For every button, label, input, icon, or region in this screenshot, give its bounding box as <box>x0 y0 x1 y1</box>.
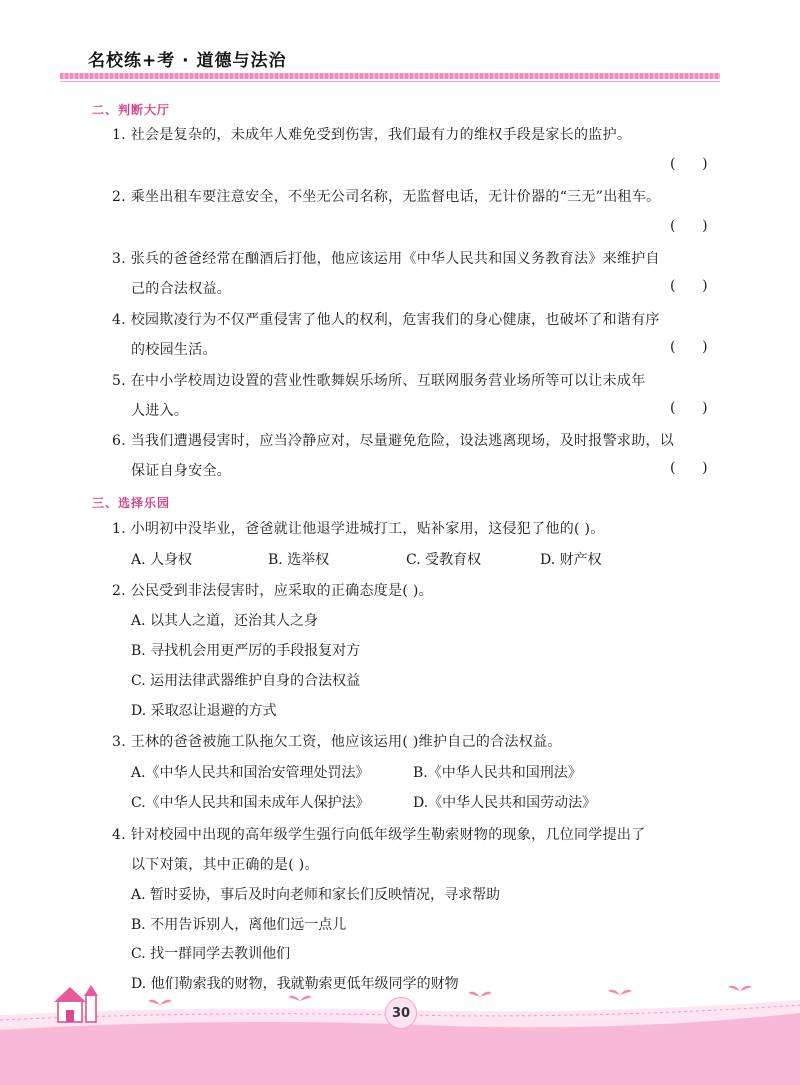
house-icon <box>54 985 98 1022</box>
item-text-line1: 1. 社会是复杂的，未成年人难免受到伤害，我们最有力的维权手段是家长的监护。 <box>112 127 632 143</box>
option-a[interactable]: A. 暂时妥协，事后及时向老师和家长们反映情况，寻求帮助 <box>131 887 501 903</box>
item-text-line2: 人进入。 <box>131 403 189 419</box>
answer-paren[interactable]: ( ) <box>670 460 708 476</box>
answer-paren[interactable]: ( ) <box>670 218 708 234</box>
option-c[interactable]: C. 运用法律武器维护自身的合法权益 <box>131 673 361 689</box>
option-c[interactable]: C. 受教育权 <box>406 552 482 568</box>
option-d[interactable]: D.《中华人民共和国劳动法》 <box>413 795 597 811</box>
option-b[interactable]: B.《中华人民共和国刑法》 <box>413 765 582 781</box>
answer-paren[interactable]: ( ) <box>670 156 708 172</box>
question-stem: 2. 公民受到非法侵害时，应采取的正确态度是( )。 <box>112 583 433 599</box>
item-text-line1: 2. 乘坐出租车要注意安全，不坐无公司名称，无监督电话，无计价器的“三无”出租车。 <box>112 189 661 205</box>
item-text-line1: 4. 校园欺凌行为不仅严重侵害了他人的权利，危害我们的身心健康，也破坏了和谐有序 <box>112 312 660 328</box>
item-text-line1: 6. 当我们遭遇侵害时，应当冷静应对，尽量避免危险，设法逃离现场，及时报警求助，以 <box>112 433 675 449</box>
answer-paren[interactable]: ( ) <box>670 400 708 416</box>
option-a[interactable]: A. 人身权 <box>131 552 193 568</box>
question-stem-line1: 4. 针对校园中出现的高年级学生强行向低年级学生勒索财物的现象，几位同学提出了 <box>112 827 646 843</box>
header-rule <box>60 73 720 79</box>
answer-paren[interactable]: ( ) <box>670 339 708 355</box>
option-b[interactable]: B. 选举权 <box>268 552 330 568</box>
question-stem-line2: 以下对策，其中正确的是( )。 <box>131 857 319 873</box>
item-text-line1: 5. 在中小学校周边设置的营业性歌舞娱乐场所、互联网服务营业场所等可以让未成年 <box>112 373 646 389</box>
option-a[interactable]: A. 以其人之道，还治其人之身 <box>131 613 319 629</box>
option-d[interactable]: D. 他们勒索我的财物，我就勒索更低年级同学的财物 <box>131 976 459 992</box>
header-title: 名校练+考 · 道德与法治 <box>88 51 287 71</box>
option-d[interactable]: D. 财产权 <box>540 552 602 568</box>
question-stem: 3. 王林的爸爸被施工队拖欠工资，他应该运用( )维护自己的合法权益。 <box>112 734 562 750</box>
answer-paren[interactable]: ( ) <box>670 278 708 294</box>
sprout-icons <box>148 986 752 1005</box>
footer-decoration <box>0 975 800 1085</box>
item-text-line2: 己的合法权益。 <box>131 281 232 297</box>
option-b[interactable]: B. 寻找机会用更严厉的手段报复对方 <box>131 643 361 659</box>
question-stem: 1. 小明初中没毕业，爸爸就让他退学进城打工，贴补家用，这侵犯了他的( )。 <box>112 521 605 537</box>
section-title-judgement: 二、判断大厅 <box>92 103 171 117</box>
item-text-line1: 3. 张兵的爸爸经常在酗酒后打他，他应该运用《中华人民共和国义务教育法》来维护自 <box>112 251 660 267</box>
item-text-line2: 保证自身安全。 <box>131 463 232 479</box>
option-c[interactable]: C. 找一群同学去教训他们 <box>131 946 291 962</box>
option-a[interactable]: A.《中华人民共和国治安管理处罚法》 <box>131 765 370 781</box>
option-b[interactable]: B. 不用告诉别人，离他们远一点儿 <box>131 917 347 933</box>
option-d[interactable]: D. 采取忍让退避的方式 <box>131 703 277 719</box>
header-rule-thin <box>60 81 720 82</box>
item-text-line2: 的校园生活。 <box>131 342 217 358</box>
section-title-choice: 三、选择乐园 <box>92 496 171 510</box>
page-number: 30 <box>385 997 417 1029</box>
option-c[interactable]: C.《中华人民共和国未成年人保护法》 <box>131 795 370 811</box>
